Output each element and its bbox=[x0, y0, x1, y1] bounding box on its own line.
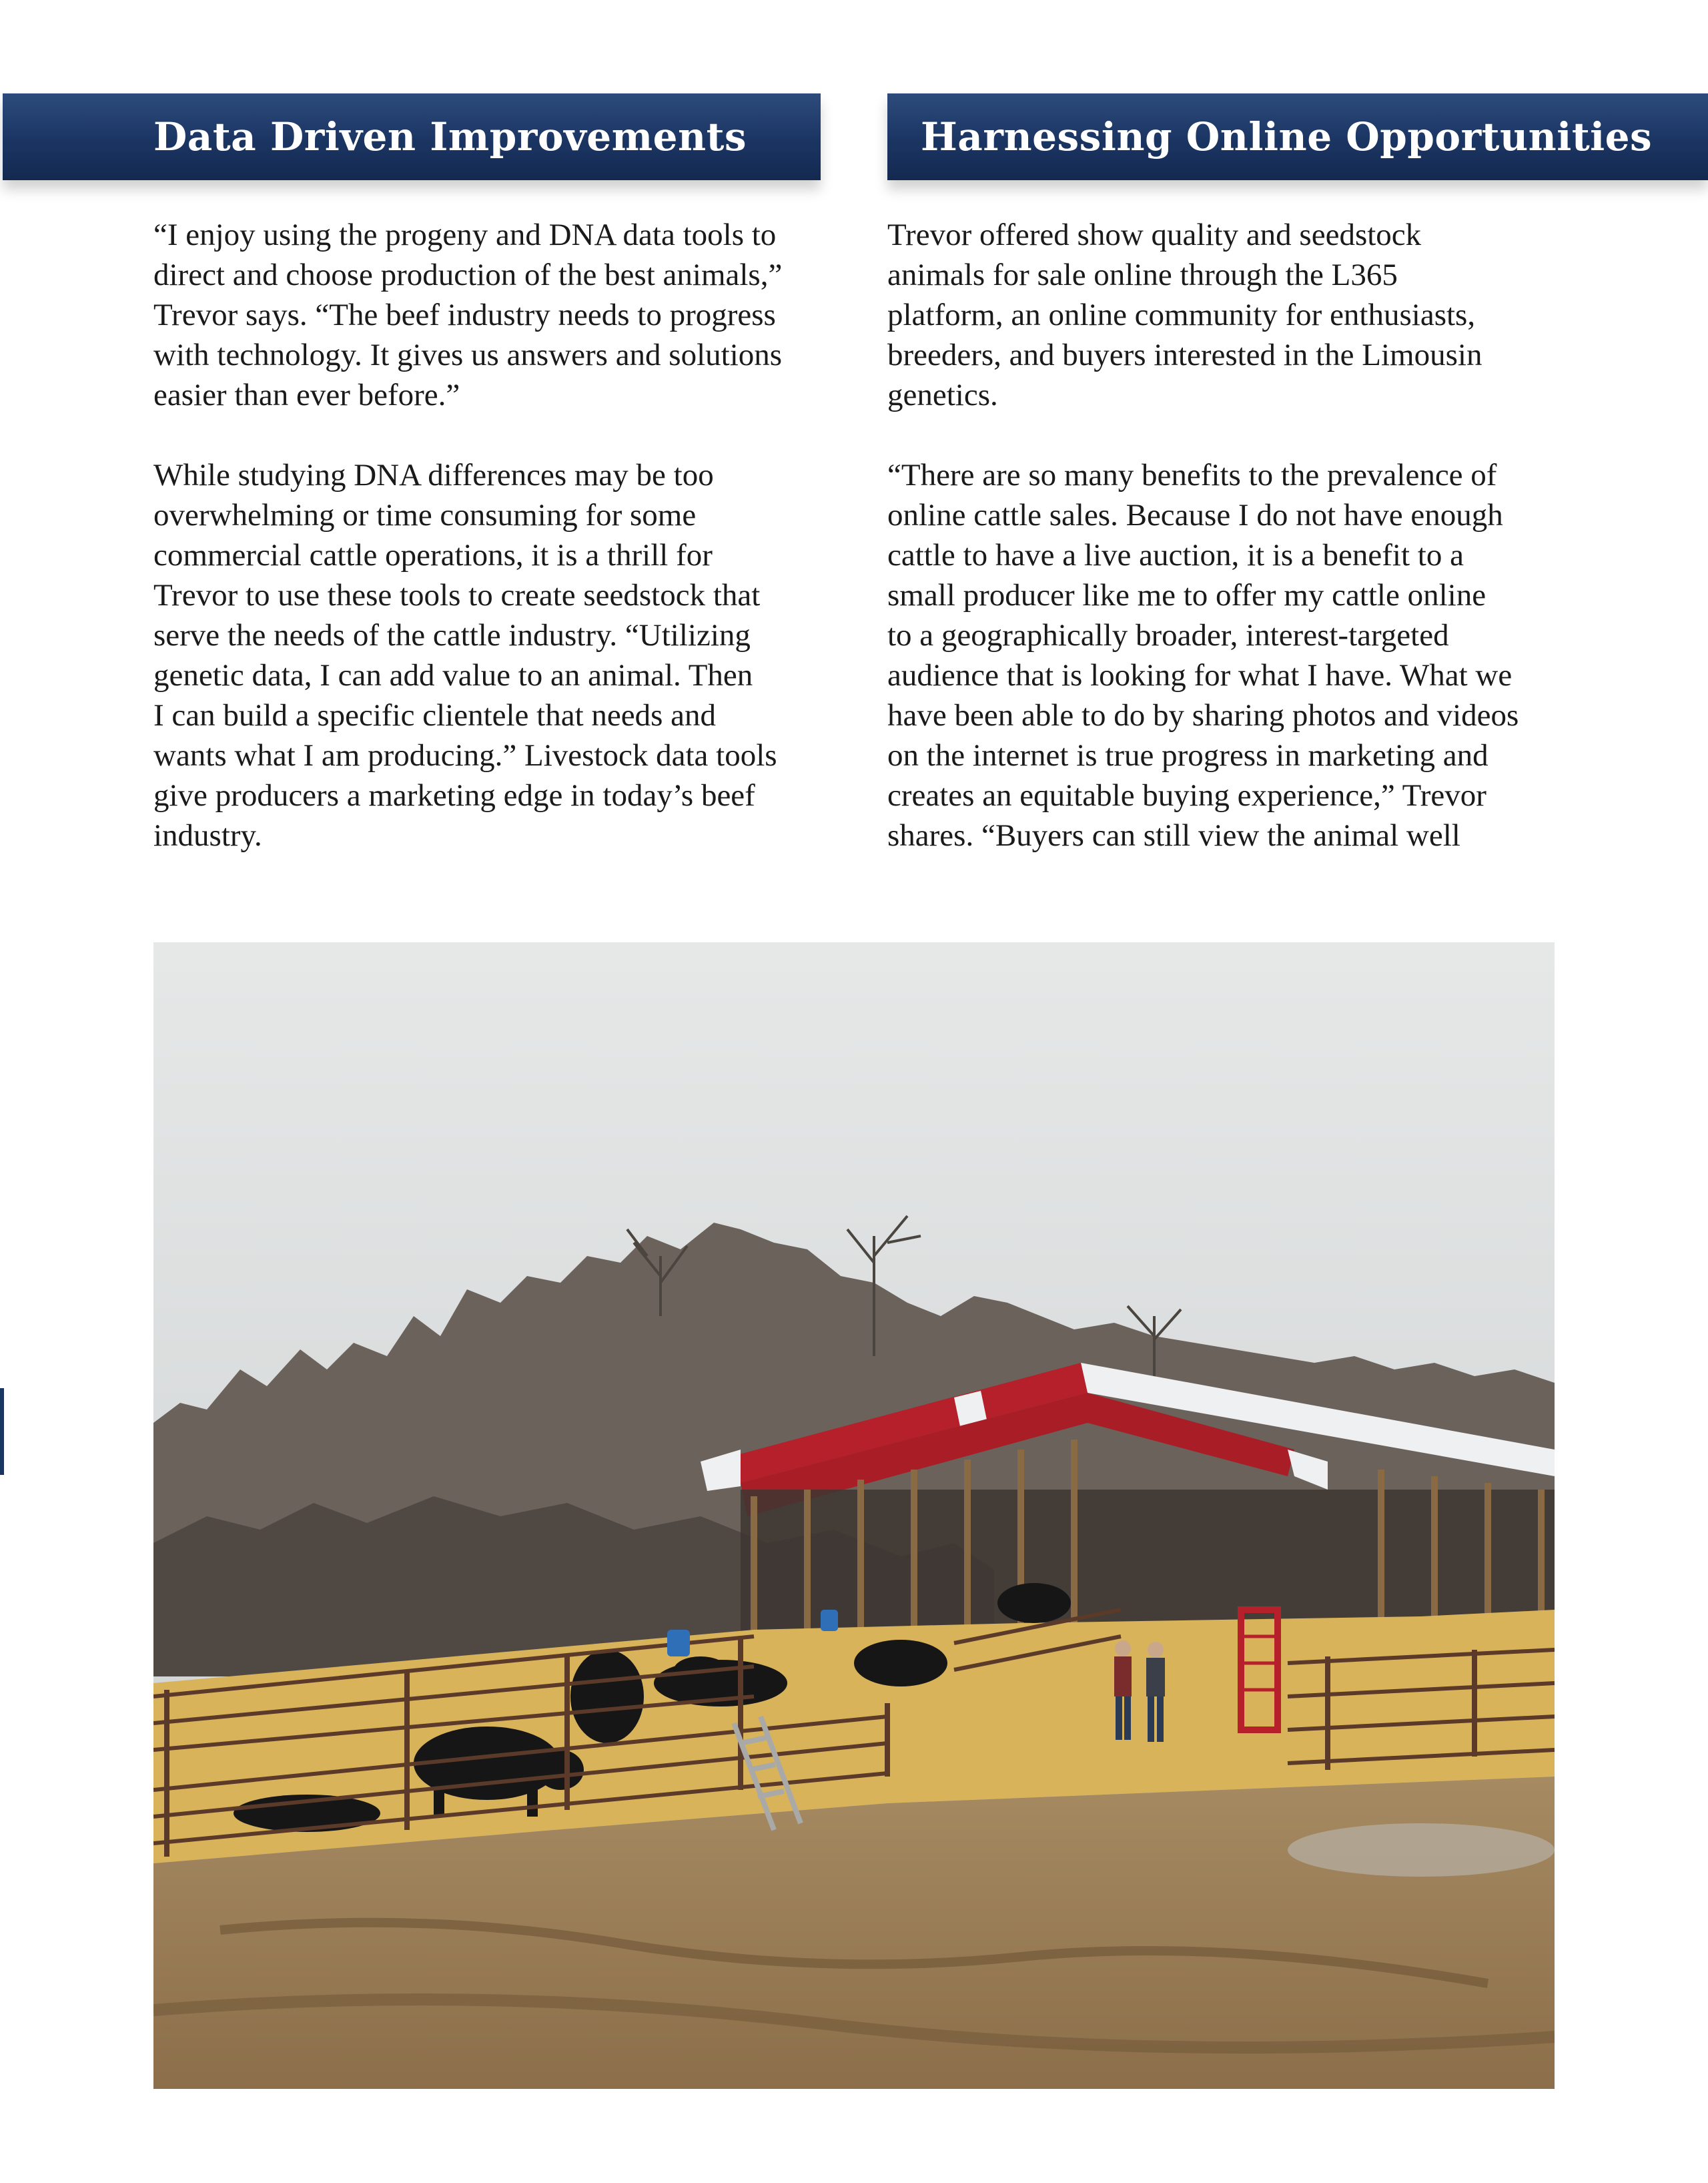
paragraph: Trevor offered show quality and seedstock animals for sale online through the L365 platform, an online community for enthusiasts, breeders, and buyers interested in the Limousin genetics. bbox=[887, 218, 1482, 412]
section-heading-left: Data Driven Improvements bbox=[153, 114, 747, 160]
farm-barn-photo bbox=[153, 942, 1555, 2089]
section-heading-banner-right bbox=[887, 93, 1708, 180]
page-edge-tab bbox=[0, 1388, 4, 1475]
paragraph: “There are so many benefits to the prevalence of online cattle sales. Because I do not have enough cattle to have a live auction, it is a benefit to a small producer like me to offer my cattle online to a geographically broader, interest-targeted audience that is looking for what I have. What we have been able to do by sharing photos and videos on the internet is true progress in marketing and creates an equitable buying experience,” Trevor shares. “Buyers can still view the animal well bbox=[887, 458, 1519, 853]
paragraph: While studying DNA differences may be too overwhelming or time consuming for some commercial cattle operations, it is a thrill for Trevor to use these tools to create seedstock that serve the needs of the cattle industry. “Utilizing genetic data, I can add value to an animal. Then I can build a specific clientele that needs and wants what I am producing.” Livestock data tools give producers a marketing edge in today’s beef industry. bbox=[153, 458, 777, 853]
right-column-body bbox=[887, 215, 1575, 856]
section-heading-right: Harnessing Online Opportunities bbox=[921, 114, 1653, 160]
blue-barrel bbox=[821, 1610, 838, 1631]
left-column-body bbox=[153, 215, 834, 856]
section-heading-banner-left bbox=[3, 93, 821, 180]
paragraph: “I enjoy using the progeny and DNA data tools to direct and choose production of the best animals,” Trevor says. “The beef industry needs to progress with technology. It gives us answers and solutions easier than ever before.” bbox=[153, 218, 783, 412]
blue-barrel bbox=[667, 1630, 690, 1656]
